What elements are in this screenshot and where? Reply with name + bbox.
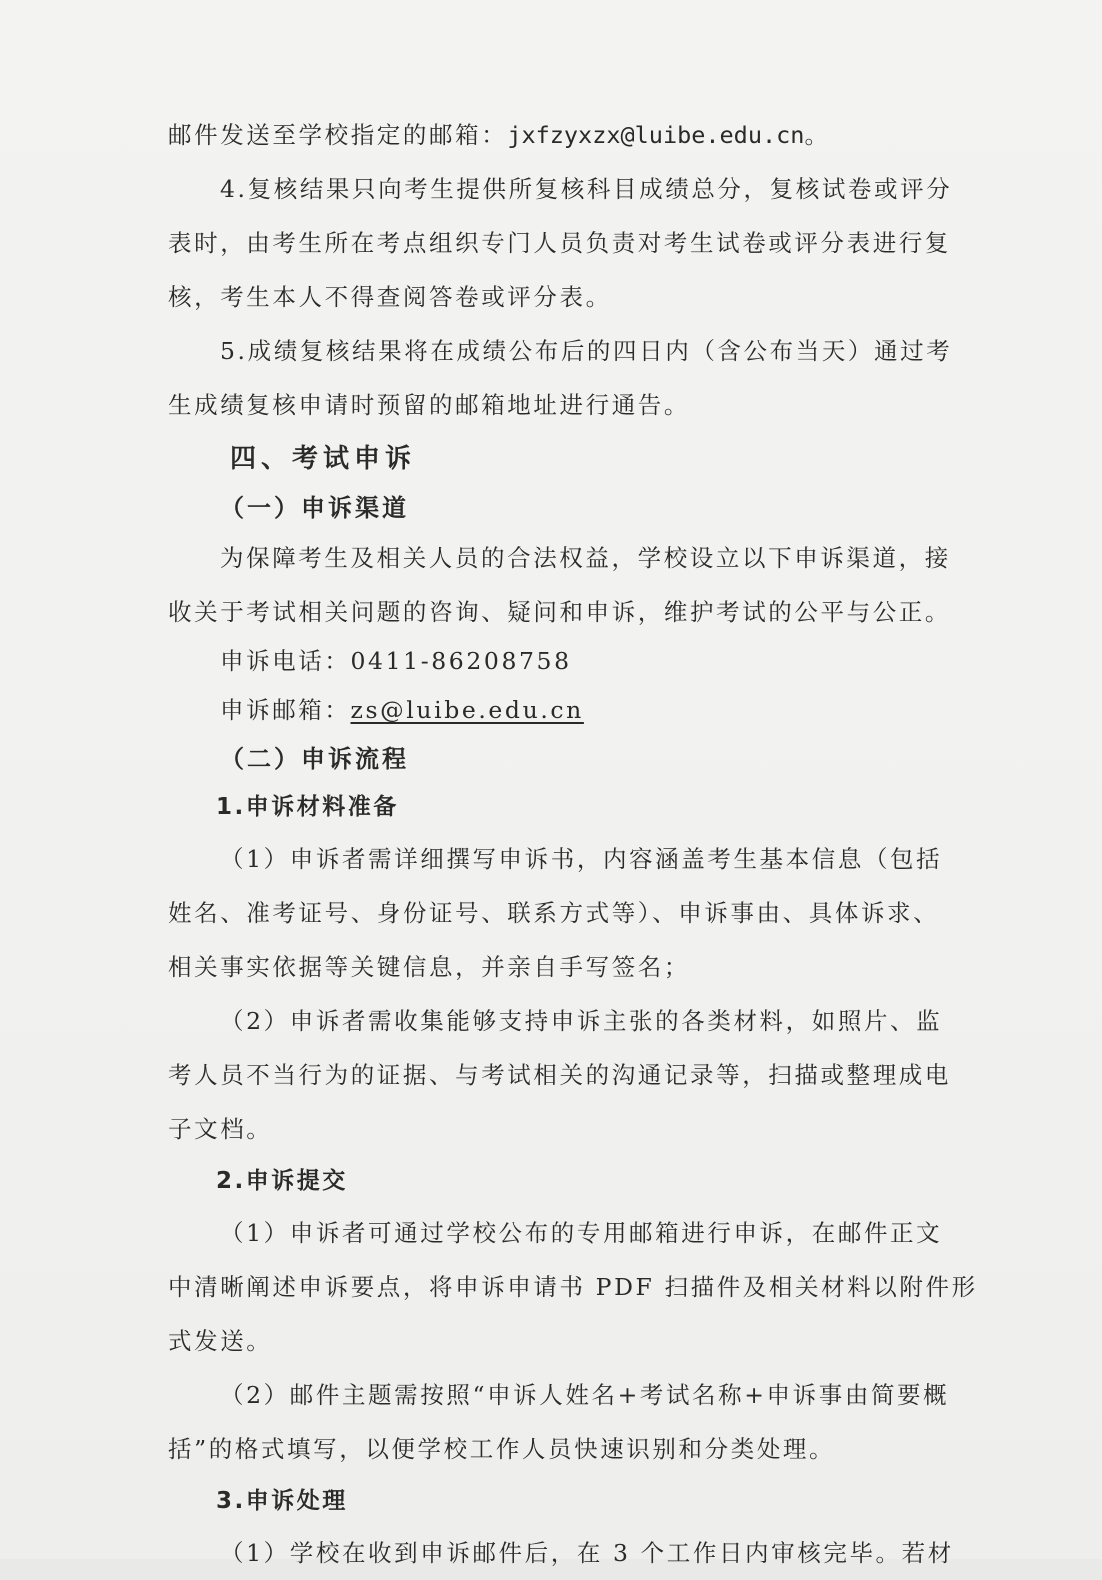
paragraph-line: 式发送。	[168, 1327, 273, 1355]
paragraph-line: 生成绩复核申请时预留的邮箱地址进行通告。	[168, 391, 690, 419]
school-email-address: jxfzyxzx@luibe.edu.cn	[507, 121, 805, 149]
subsection-heading: （二）申诉流程	[220, 745, 409, 773]
phone-label: 申诉电话：	[220, 647, 351, 675]
paragraph-line: 考人员不当行为的证据、与考试相关的沟通记录等，扫描或整理成电	[168, 1061, 951, 1089]
paragraph-line: 子文档。	[168, 1115, 273, 1143]
email-label: 申诉邮箱：	[220, 696, 351, 724]
appeal-email-line	[168, 683, 942, 737]
paragraph-line: 表时，由考生所在考点组织专门人员负责对考生试卷或评分表进行复	[168, 229, 951, 257]
item-heading: 3.申诉处理	[216, 1488, 348, 1514]
paragraph-line: 姓名、准考证号、身份证号、联系方式等）、申诉事由、具体诉求、	[168, 899, 940, 927]
paragraph-line: 收关于考试相关问题的咨询、疑问和申诉，维护考试的公平与公正。	[168, 598, 951, 626]
paragraph-line: 核，考生本人不得查阅答卷或评分表。	[168, 283, 612, 311]
paragraph-line: 中清晰阐述申诉要点，将申诉申请书 PDF 扫描件及相关材料以附件形	[168, 1273, 978, 1301]
document-body	[168, 108, 978, 1580]
paragraph-line: 括”的格式填写，以便学校工作人员快速识别和分类处理。	[168, 1435, 836, 1463]
paragraph-line: （2）邮件主题需按照“申诉人姓名+考试名称+申诉事由简要概	[220, 1381, 950, 1409]
paragraph-line: （1）学校在收到申诉邮件后，在 3 个工作日内审核完毕。若材	[220, 1539, 954, 1567]
paragraph-line	[168, 108, 942, 162]
text-segment: 邮件发送至学校指定的邮箱：	[168, 121, 508, 149]
subsection-heading: （一）申诉渠道	[220, 494, 409, 522]
item-heading: 1.申诉材料准备	[216, 794, 399, 820]
appeal-email-link[interactable]: zs@luibe.edu.cn	[350, 696, 584, 724]
paragraph-line: （1）申诉者可通过学校公布的专用邮箱进行申诉，在邮件正文	[220, 1219, 943, 1247]
paragraph-line: 为保障考生及相关人员的合法权益，学校设立以下申诉渠道，接	[220, 544, 951, 572]
paragraph-line: 5.成绩复核结果将在成绩公布后的四日内（含公布当天）通过考	[220, 337, 953, 365]
appeal-phone-number: 0411-86208758	[350, 647, 572, 675]
paragraph-line: 相关事实依据等关键信息，并亲自手写签名；	[168, 953, 690, 981]
paragraph-line: （1）申诉者需详细撰写申诉书，内容涵盖考生基本信息（包括	[220, 845, 943, 873]
item-heading: 2.申诉提交	[216, 1168, 348, 1194]
appeal-phone-line	[168, 639, 942, 683]
section-heading: 四、考试申诉	[230, 444, 417, 474]
paragraph-line: （2）申诉者需收集能够支持申诉主张的各类材料，如照片、监	[220, 1007, 943, 1035]
paragraph-line: 4.复核结果只向考生提供所复核科目成绩总分，复核试卷或评分	[220, 175, 953, 203]
text-segment: 。	[804, 121, 831, 149]
